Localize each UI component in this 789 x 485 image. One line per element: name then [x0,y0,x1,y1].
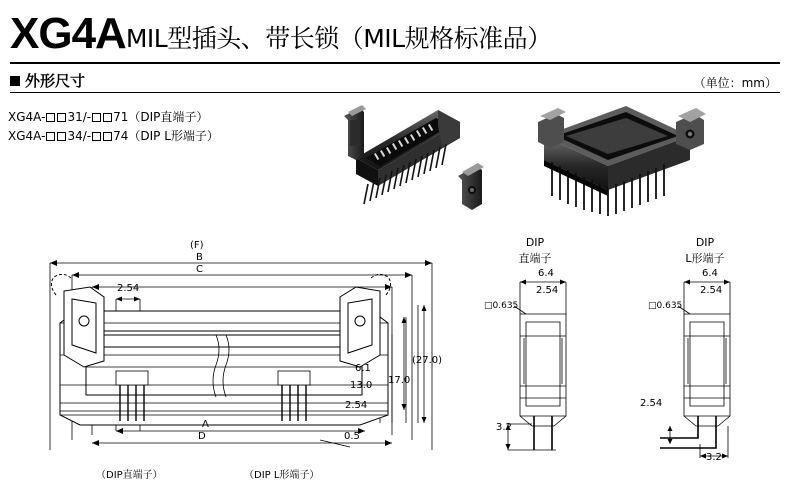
product-photo-right-angle [530,100,720,220]
dim-label-2_54-right: 2.54 [345,400,368,411]
product-description: MIL型插头、带长锁（MIL规格标准品） [125,24,552,53]
caption-straight: （DIP直端子） [96,470,163,481]
part-number-line-2 [8,127,219,144]
main-dimension-drawing [20,235,480,475]
dim-label-2_54-top: 2.54 [117,283,140,294]
detail-right-dim-0_635: □0.635 [648,301,683,311]
dim-label-13_0: 13.0 [350,380,373,391]
part-number-prefix: XG4A- [8,110,46,124]
detail-drawing-straight [480,266,610,466]
unit-note: （单位：mm） [693,76,777,90]
detail-right-dim-3_2: 3.2 [706,452,722,463]
section-divider [10,92,780,93]
dim-label-0_5: 0.5 [344,431,360,442]
detail-right-title-1: DIP [695,236,715,249]
part-number-line-1 [8,108,208,125]
detail-right-title-2: L形端子 [685,252,725,265]
placeholder-box-icon [103,132,112,141]
product-code: XG4A [10,9,126,58]
placeholder-box-icon [46,113,55,122]
detail-right-dim-2_54-left: 2.54 [640,398,663,409]
placeholder-box-icon [92,113,101,122]
dim-label-C: C [196,264,203,275]
dim-label-17_0: 17.0 [388,375,411,386]
placeholder-box-icon [92,132,101,141]
part-number-prefix: XG4A- [8,129,46,143]
product-photo-straight [330,100,510,220]
title-divider [10,62,780,64]
part-number-suffix: 74（DIP L形端子） [113,129,219,143]
dim-label-B: B [196,252,203,263]
detail-left-dim-3_2: 3.2 [496,422,512,433]
section-heading [10,70,85,91]
detail-left-dim-2_54: 2.54 [536,285,559,296]
section-heading-label: 外形尺寸 [25,72,86,90]
caption-right-angle: （DIP L形端子） [244,470,320,481]
dim-label-6_1: 6.1 [355,363,371,374]
detail-drawing-right-angle [640,266,780,466]
dim-label-27_0: (27.0) [412,355,443,366]
detail-left-dim-6_4: 6.4 [538,268,554,279]
page-title [10,9,780,58]
detail-left-dim-0_635: □0.635 [484,301,519,311]
detail-left-title-2: 直端子 [518,252,552,265]
placeholder-box-icon [103,113,112,122]
dim-label-D: D [198,431,206,442]
detail-left-title-1: DIP [525,236,545,249]
placeholder-box-icon [57,132,66,141]
placeholder-box-icon [46,132,55,141]
detail-right-dim-2_54-top: 2.54 [700,285,723,296]
square-bullet-icon [10,76,20,86]
part-number-mid: 34/- [67,129,92,143]
dim-label-A: A [202,419,209,430]
detail-right-dim-6_4: 6.4 [702,268,718,279]
part-number-mid: 31/- [67,110,92,124]
placeholder-box-icon [57,113,66,122]
dim-label-F: (F) [190,240,204,251]
part-number-suffix: 71（DIP直端子） [113,110,209,124]
